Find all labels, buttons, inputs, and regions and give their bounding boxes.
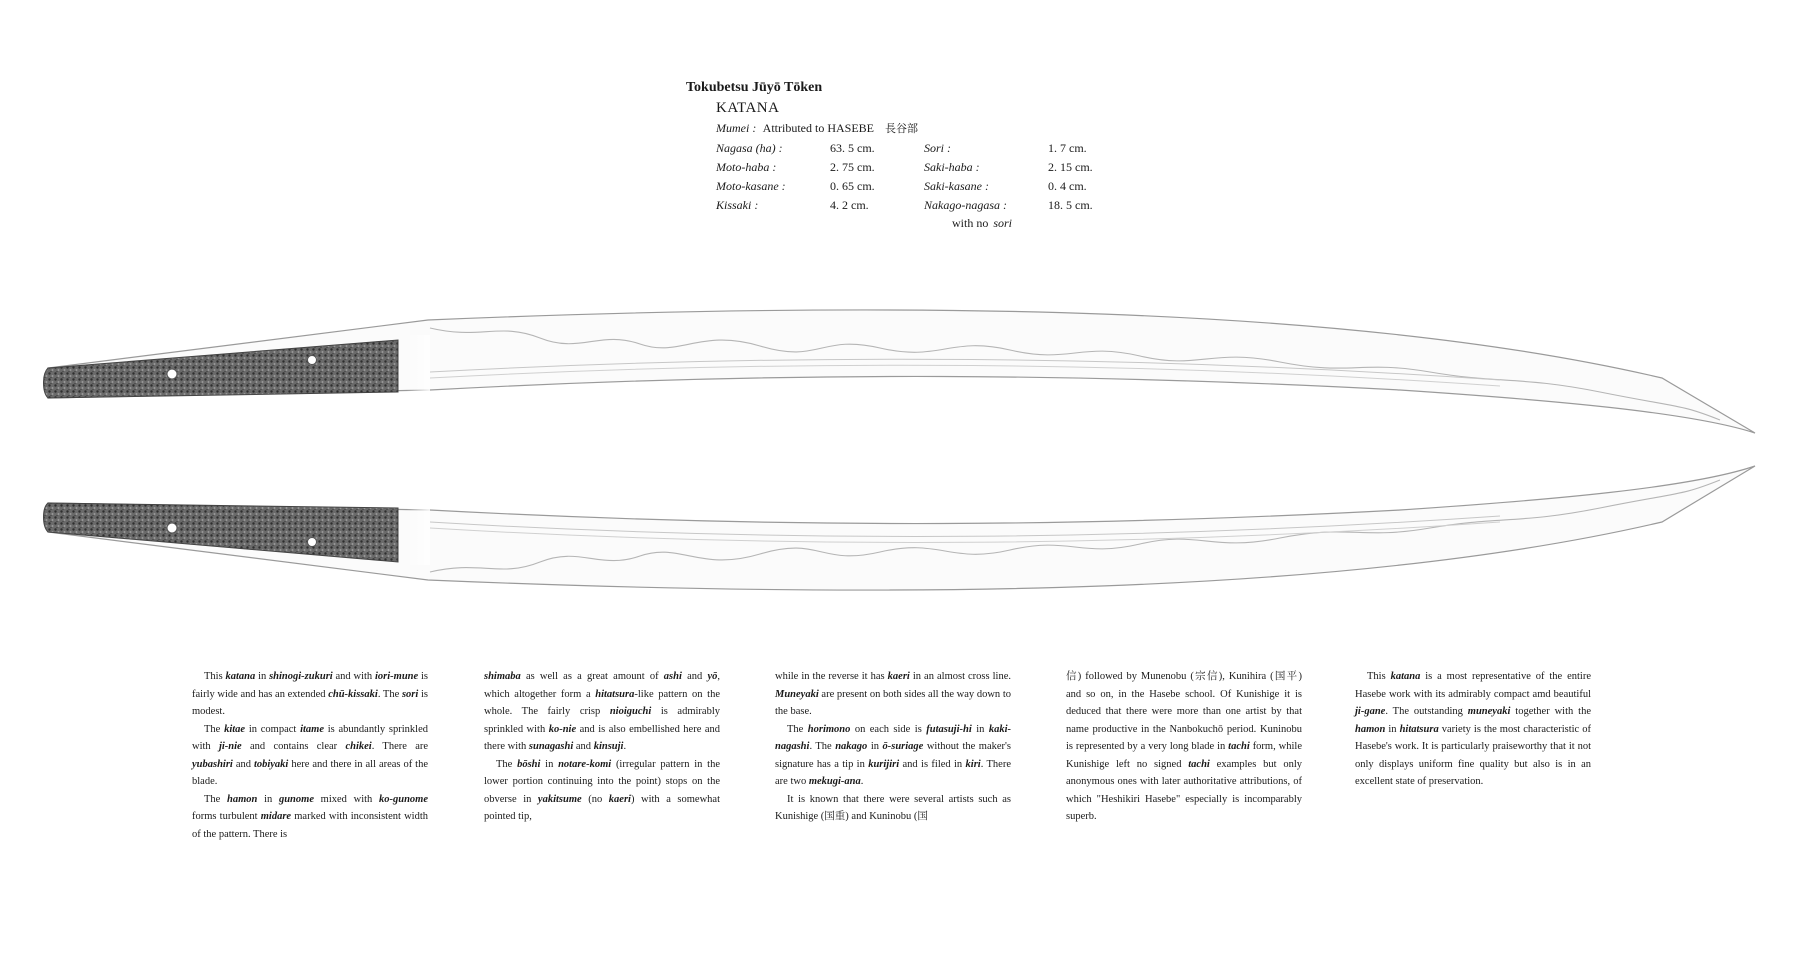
paragraph: This katana in shinogi-zukuri and with iori-mune is fairly wide and has an extended chū-kissaki. The sori is modest. bbox=[192, 671, 429, 717]
spec-label: Saki-kasane : bbox=[924, 179, 989, 194]
mumei-text: Attributed to HASEBE bbox=[762, 121, 874, 136]
paragraph: The horimono on each side is futasuji-hi in kaki-nagashi. The nakago in ō-suriage without the maker's signature has a tip in kurijiri and is filed in kiri. There are two mekugi-ana. bbox=[775, 723, 1011, 787]
spec-note-italic: sori bbox=[993, 216, 1013, 231]
spec-label: Kissaki : bbox=[716, 198, 759, 213]
spec-row bbox=[716, 158, 1108, 177]
paragraph: This katana is a most representative of the entire Hasebe work with its admirably compact amd beautiful ji-gane. The outstanding muneyaki together with the hamon in hitatsura variety is the most characteristic of Hasebe's work. It is particularly praiseworthy that it not only displays uniform fine quality but also is in an excellent state of preservation. bbox=[1355, 671, 1591, 787]
paragraph: 信) followed by Munenobu (宗信), Kunihira (国平) and so on, in the Hasebe school. Of Kunishige it is deduced that there were more than one artist by that name productive in the Nanbokuchō period. Kuninobu is represented by a very long blade in tachi form, while Kunishige left no signed tachi examples but only anonymous ones with later authoritative attributions, of which "Heshikiri Hasebe" especially is incomparably superb. bbox=[1066, 671, 1302, 822]
spec-value: 0. 65 cm. bbox=[830, 179, 875, 194]
spec-value: 4. 2 cm. bbox=[830, 198, 869, 213]
catalog-title: Tokubetsu Jūyō Tōken bbox=[686, 80, 823, 95]
spec-label: Nagasa (ha) : bbox=[716, 141, 783, 156]
text-column-5 bbox=[1355, 668, 1591, 791]
mekugi-ana-hole bbox=[308, 538, 317, 547]
sword-type: KATANA bbox=[716, 100, 780, 117]
blade-reverse bbox=[44, 466, 1756, 590]
paragraph: while in the reverse it has kaeri in an almost cross line. Muneyaki are present on both sides all the way down to the base. bbox=[775, 671, 1012, 717]
spec-value: 1. 7 cm. bbox=[1048, 141, 1087, 156]
paragraph: The hamon in gunome mixed with ko-gunome forms turbulent midare marked with inconsistent width of the pattern. There is bbox=[192, 793, 429, 840]
spec-note bbox=[952, 215, 1108, 233]
text-column-2 bbox=[484, 668, 720, 826]
spec-label: Saki-haba : bbox=[924, 160, 980, 175]
spec-label: Nakago-nagasa : bbox=[924, 198, 1007, 213]
catalog-header bbox=[686, 78, 1108, 233]
spec-label: Sori : bbox=[924, 141, 951, 156]
blade-obverse bbox=[44, 310, 1756, 433]
blade-illustration bbox=[0, 300, 1800, 600]
spec-row bbox=[716, 139, 1108, 158]
mekugi-ana-hole bbox=[308, 356, 317, 365]
spec-label: Moto-kasane : bbox=[716, 179, 786, 194]
spec-note-prefix: with no bbox=[952, 216, 989, 231]
spec-value: 0. 4 cm. bbox=[1048, 179, 1087, 194]
attribution-line bbox=[716, 120, 1108, 137]
spec-row bbox=[716, 177, 1108, 196]
paragraph: shimaba as well as a great amount of ashi and yō, which altogether form a hitatsura-like pattern on the whole. The fairly crisp nioiguchi is admirably sprinkled with ko-nie and is also embellished here and there with sunagashi and kinsuji. bbox=[484, 671, 721, 752]
mekugi-ana-hole bbox=[167, 523, 177, 533]
text-column-4 bbox=[1066, 668, 1302, 826]
paragraph: The bōshi in notare-komi (irregular pattern in the lower portion continuing into the point) stops on the obverse in yakitsume (no kaeri) with a somewhat pointed tip, bbox=[484, 758, 720, 822]
spec-value: 63. 5 cm. bbox=[830, 141, 875, 156]
spec-table bbox=[716, 139, 1108, 233]
spec-value: 18. 5 cm. bbox=[1048, 198, 1093, 213]
paragraph: It is known that there were several artists such as Kunishige (国重) and Kuninobu (国 bbox=[775, 793, 1011, 822]
spec-value: 2. 75 cm. bbox=[830, 160, 875, 175]
spec-value: 2. 15 cm. bbox=[1048, 160, 1093, 175]
text-column-3 bbox=[775, 668, 1011, 826]
text-column-1 bbox=[192, 668, 428, 843]
spec-row bbox=[716, 196, 1108, 215]
mumei-kanji: 長谷部 bbox=[885, 122, 918, 136]
mumei-label: Mumei : bbox=[716, 121, 757, 136]
mekugi-ana-hole bbox=[167, 369, 177, 379]
spec-label: Moto-haba : bbox=[716, 160, 777, 175]
paragraph: The kitae in compact itame is abundantly sprinkled with ji-nie and contains clear chikei. There are yubashiri and tobiyaki here and there in all areas of the blade. bbox=[192, 723, 429, 787]
